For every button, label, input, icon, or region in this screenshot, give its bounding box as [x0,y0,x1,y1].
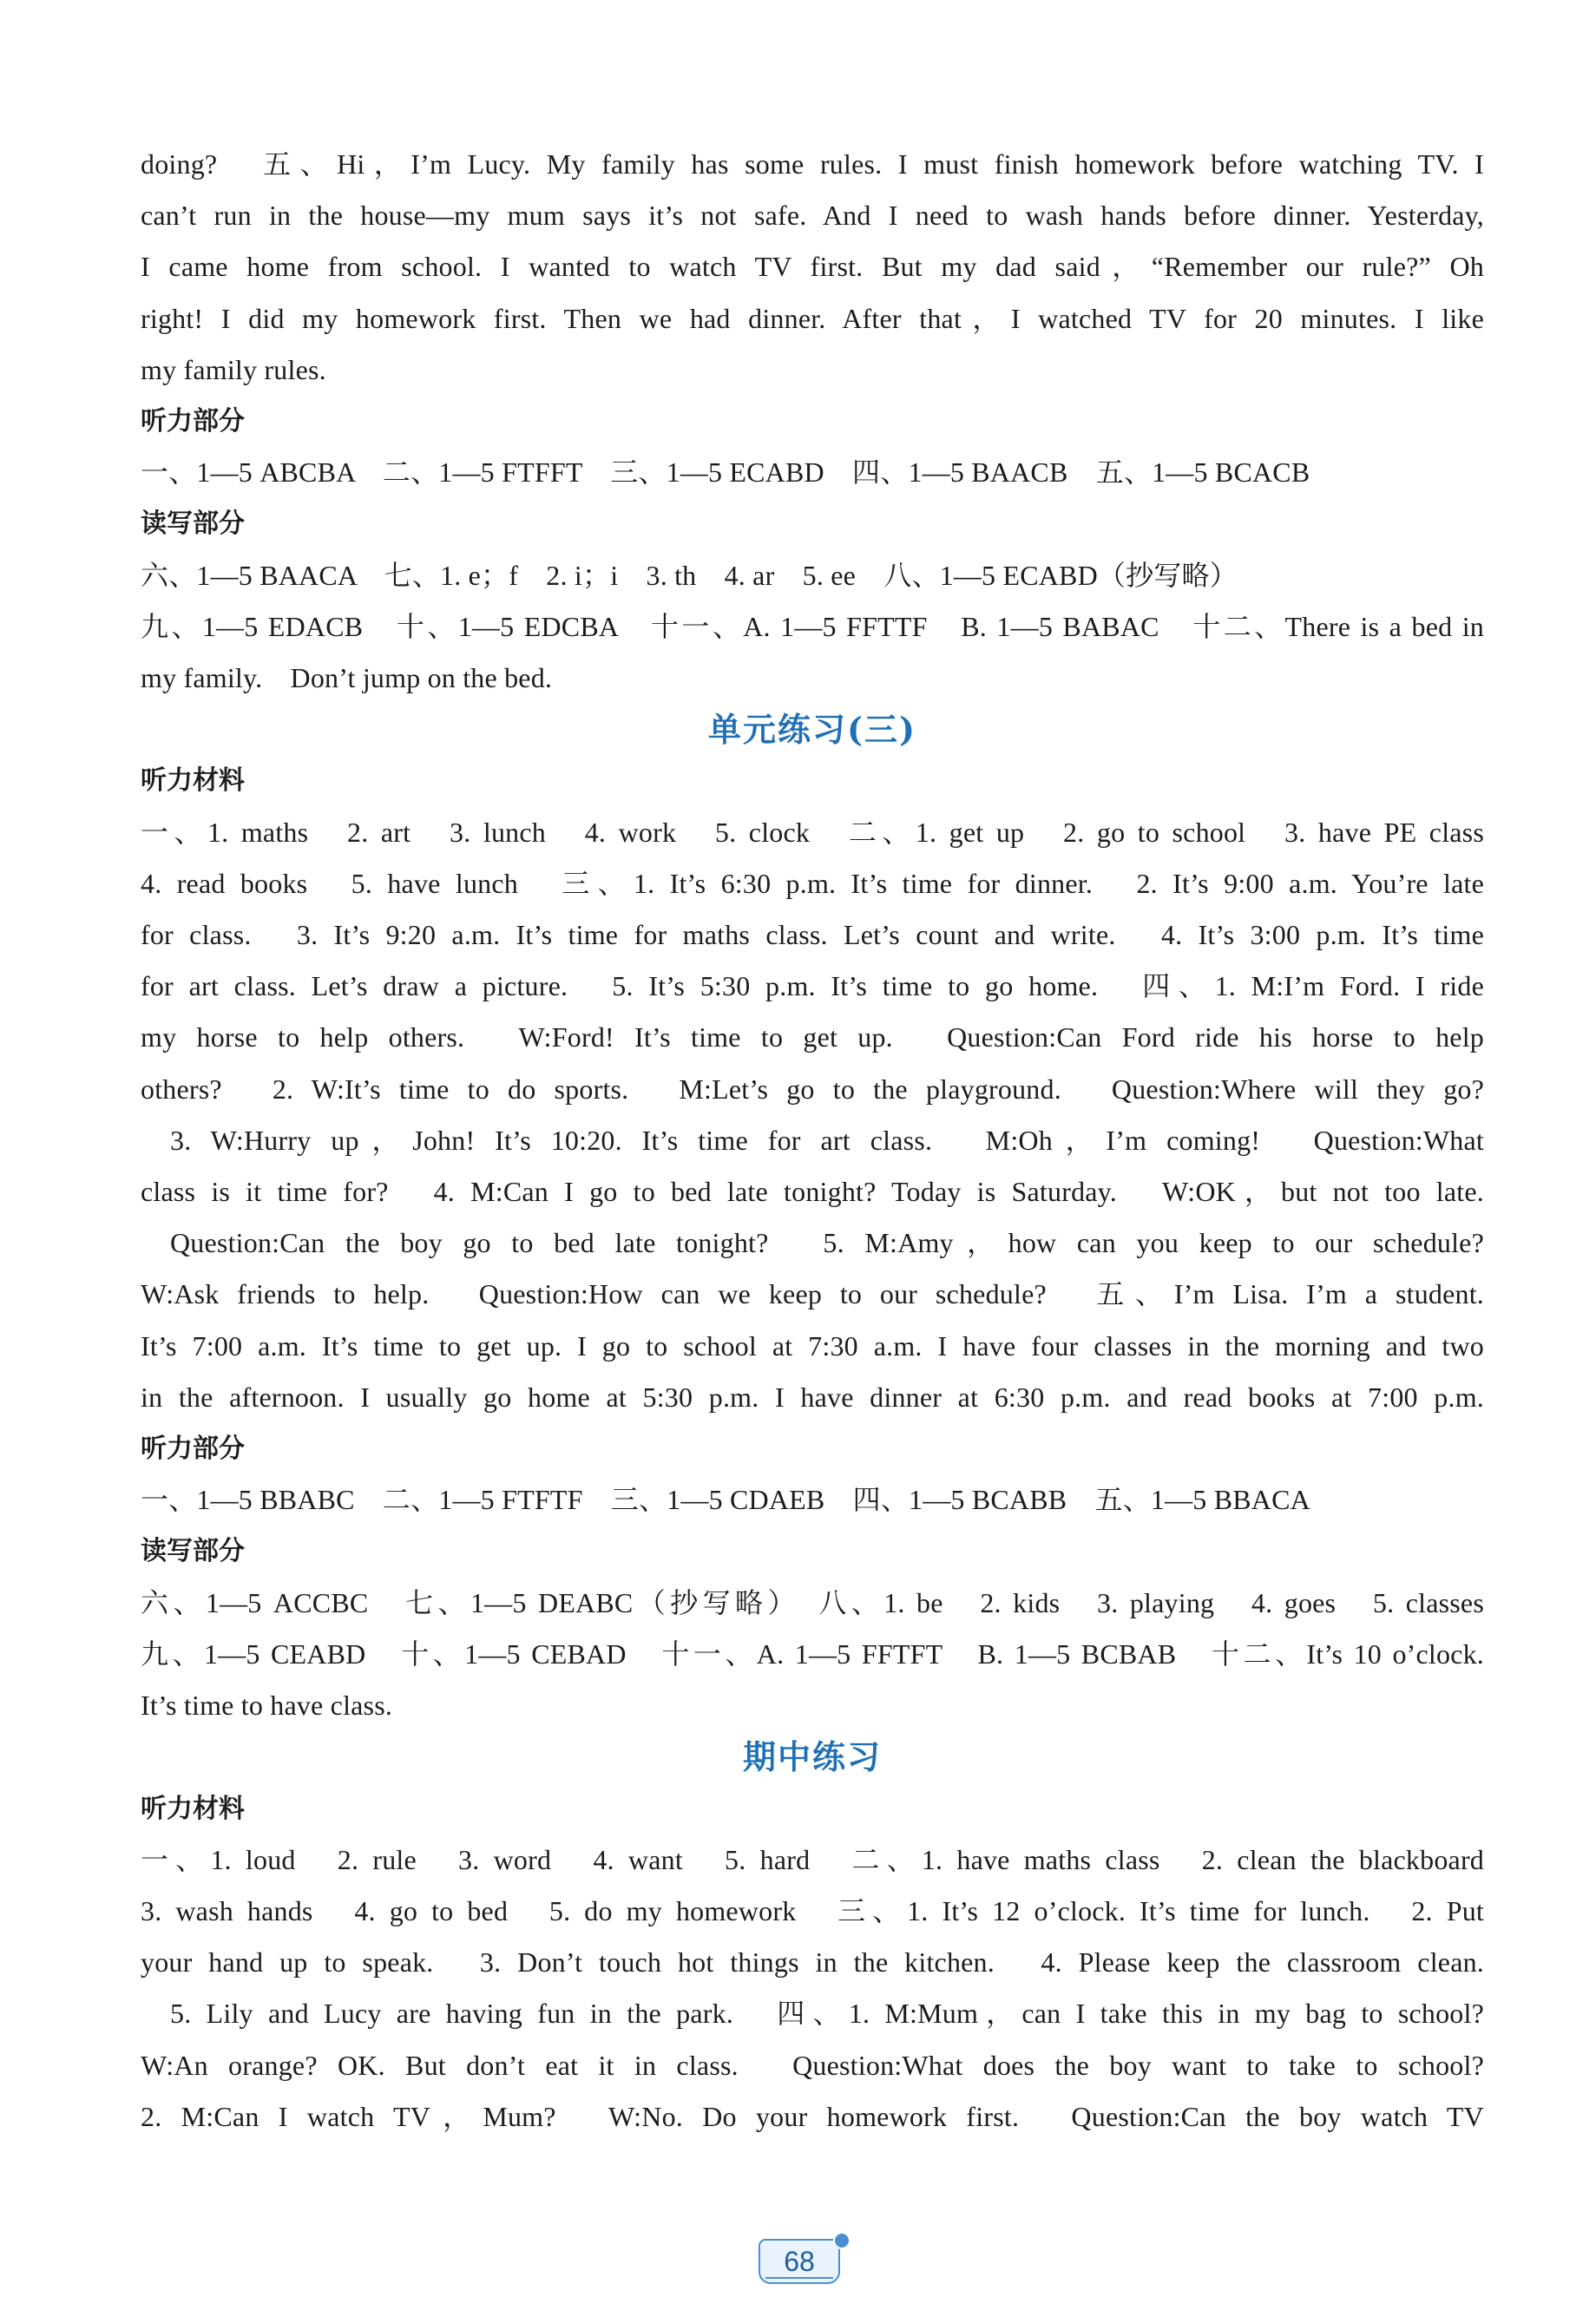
midterm-title: 期中练习 [742,1737,882,1777]
text-line: for art class. Let’s draw a picture. 5. It’s 5:30 p.m. It’s time to go home. 四、1. M:I’m Ford. I ride [141,970,1484,1002]
text-line: 六、1—5 BAACA 七、1. e；f 2. i；i 3. th 4. ar 5. ee 八、1—5 ECABD（抄写略） [141,559,1238,591]
text-line: 3. W:Hurry up，John! It’s 10:20. It’s time for art class. M:Oh，I’m coming! Question:What [170,1124,1484,1156]
text-line: 一、1. loud 2. rule 3. word 4. want 5. hard 二、1. have maths class 2. clean the blackboard [141,1843,1484,1875]
text-line: Question:Can the boy go to bed late tonight? 5. M:Amy，how can you keep to our schedule? [170,1227,1484,1259]
text-line: It’s 7:00 a.m. It’s time to get up. I go to school at 7:30 a.m. I have four classes in the morning and two [141,1329,1484,1362]
text-line: 一、1—5 BBABC 二、1—5 FTFTF 三、1—5 CDAEB 四、1—5 BCABB 五、1—5 BBACA [141,1484,1310,1516]
listening-answers [141,1474,1484,1526]
text-line: my family rules. [141,353,326,385]
unit3-listening-material [141,807,1484,1423]
text-line: 一、1. maths 2. art 3. lunch 4. work 5. clock 二、1. get up 2. go to school 3. have PE class [141,816,1484,848]
text-line: my family. Don’t jump on the bed. [141,662,553,694]
text-line: 5. Lily and Lucy are having fun in the park. 四、1. M:Mum，can I take this in my bag to school? [170,1998,1484,2030]
reading-section-label: 读写部分 [141,1536,245,1567]
text-line: class is it time for? 4. M:Can I go to bed late tonight? Today is Saturday. W:OK，but not too late. [141,1176,1484,1208]
text-line: for class. 3. It’s 9:20 a.m. It’s time for maths class. Let’s count and write. 4. It’s 3:00 p.m. It’s time [141,919,1484,951]
text-line: W:An orange? OK. But don’t eat it in class. Question:What does the boy want to take to school? [141,2049,1484,2081]
text-line: in the afternoon. I usually go home at 5:30 p.m. I have dinner at 6:30 p.m. and read books at 7:00 p.m. [141,1381,1484,1413]
dot-icon [833,2232,851,2249]
text-line: 九、1—5 CEABD 十、1—5 CEBAD 十一、A. 1—5 FFTFT B. 1—5 BCBAB 十二、It’s 10 o’clock. [141,1637,1484,1670]
text-line: W:Ask friends to help. Question:How can we keep to our schedule? 五、I’m Lisa. I’m a student. [141,1278,1484,1310]
text-line: 4. read books 5. have lunch 三、1. It’s 6:30 p.m. It’s time for dinner. 2. It’s 9:00 a.m. You’re late [141,867,1484,899]
text-line: 六、1—5 ACCBC 七、1—5 DEABC（抄写略） 八、1. be 2. kids 3. playing 4. goes 5. classes [141,1586,1484,1618]
text-line: doing? 五、Hi，I’m Lucy. My family has some rules. I must finish homework before watching TV. I [141,148,1484,180]
material-section-label: 听力材料 [141,765,245,797]
reading-section-label: 读写部分 [141,509,245,540]
text-line: right! I did my homework first. Then we had dinner. After that，I watched TV for 20 minutes. I like [141,302,1484,334]
text-line: It’s time to have class. [141,1690,393,1722]
unit3-title: 单元练习(三) [708,710,916,750]
text-line: 2. M:Can I watch TV，Mum? W:No. Do your homework first. Question:Can the boy watch TV [141,2100,1484,2132]
text-line: 3. wash hands 4. go to bed 5. do my homework 三、1. It’s 12 o’clock. It’s time for lunch. 2. Put [141,1894,1484,1926]
reading-answers [141,1578,1484,1732]
answer-page [141,139,1484,2143]
listening-section-label: 听力部分 [141,1434,245,1465]
material-section-label: 听力材料 [141,1793,245,1824]
text-line: 一、1—5 ABCBA 二、1—5 FTFFT 三、1—5 ECABD 四、1—5 BAACB 五、1—5 BCACB [141,456,1310,489]
text-line: can’t run in the house—my mum says it’s not safe. And I need to wash hands before dinner. Yesterday, [141,200,1484,232]
text-line: others? 2. W:It’s time to do sports. M:Let’s go to the playground. Question:Where will they go? [141,1073,1484,1105]
listening-answers [141,447,1484,498]
book-icon [765,2277,833,2279]
text-line: your hand up to speak. 3. Don’t touch hot things in the kitchen. 4. Please keep the classroom clean. [141,1946,1484,1979]
text-line: I came home from school. I wanted to watch TV first. But my dad said，“Remember our rule?” Oh [141,251,1484,283]
listening-section-label: 听力部分 [141,406,245,437]
text-line: 九、1—5 EDACB 十、1—5 EDCBA 十一、A. 1—5 FFTTF B. 1—5 BABAC 十二、There is a bed in [141,610,1484,642]
unit2-listening-text [141,139,1484,396]
midterm-listening-material [141,1834,1484,2143]
text-line: my horse to help others. W:Ford! It’s time to get up. Question:Can Ford ride his horse to help [141,1021,1484,1053]
page-number-badge [759,2239,840,2284]
page-number: 68 [784,2246,815,2277]
reading-answers [141,550,1484,705]
